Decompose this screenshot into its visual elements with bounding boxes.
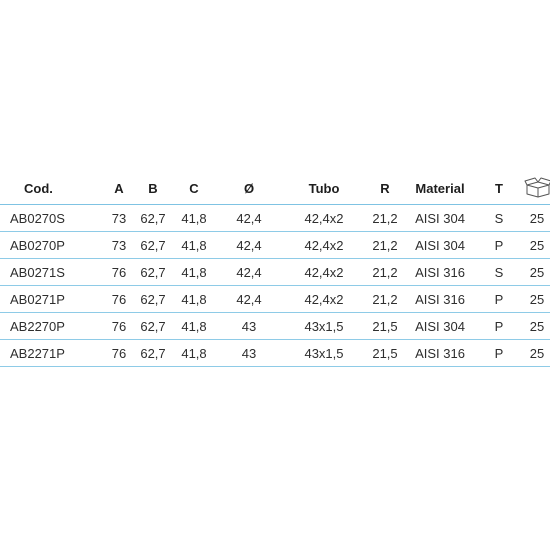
cell-tubo: 43x1,5 <box>284 340 364 367</box>
cell-r: 21,5 <box>364 313 406 340</box>
cell-qty: 25 <box>524 259 550 286</box>
cell-diameter: 42,4 <box>214 259 284 286</box>
cell-tubo: 42,4x2 <box>284 205 364 232</box>
cell-tubo: 43x1,5 <box>284 313 364 340</box>
cell-diameter: 42,4 <box>214 232 284 259</box>
table-row <box>0 259 550 286</box>
cell-material: AISI 316 <box>406 340 474 367</box>
header-box <box>524 172 550 205</box>
cell-c: 41,8 <box>174 205 214 232</box>
cell-cod: AB2271P <box>0 340 106 367</box>
header-c: C <box>174 172 214 205</box>
cell-material: AISI 304 <box>406 232 474 259</box>
header-a: A <box>106 172 132 205</box>
cell-qty: 25 <box>524 286 550 313</box>
cell-tubo: 42,4x2 <box>284 259 364 286</box>
cell-a: 76 <box>106 340 132 367</box>
header-t: T <box>474 172 524 205</box>
cell-a: 76 <box>106 313 132 340</box>
cell-r: 21,2 <box>364 232 406 259</box>
cell-b: 62,7 <box>132 232 174 259</box>
header-diameter: Ø <box>214 172 284 205</box>
cell-t: P <box>474 340 524 367</box>
cell-tubo: 42,4x2 <box>284 232 364 259</box>
cell-diameter: 43 <box>214 313 284 340</box>
header-r: R <box>364 172 406 205</box>
cell-t: P <box>474 313 524 340</box>
cell-b: 62,7 <box>132 259 174 286</box>
table-row <box>0 313 550 340</box>
cell-c: 41,8 <box>174 232 214 259</box>
cell-r: 21,2 <box>364 259 406 286</box>
cell-qty: 25 <box>524 313 550 340</box>
cell-r: 21,5 <box>364 340 406 367</box>
cell-a: 76 <box>106 286 132 313</box>
cell-qty: 25 <box>524 205 550 232</box>
cell-material: AISI 316 <box>406 259 474 286</box>
cell-diameter: 42,4 <box>214 286 284 313</box>
cell-material: AISI 304 <box>406 205 474 232</box>
table-header <box>0 172 550 205</box>
cell-r: 21,2 <box>364 205 406 232</box>
cell-b: 62,7 <box>132 313 174 340</box>
cell-c: 41,8 <box>174 340 214 367</box>
cell-r: 21,2 <box>364 286 406 313</box>
cell-a: 73 <box>106 205 132 232</box>
cell-cod: AB0270P <box>0 232 106 259</box>
table-row <box>0 205 550 232</box>
cell-tubo: 42,4x2 <box>284 286 364 313</box>
cell-c: 41,8 <box>174 313 214 340</box>
cell-c: 41,8 <box>174 259 214 286</box>
table-body <box>0 205 550 367</box>
cell-qty: 25 <box>524 340 550 367</box>
table-row <box>0 340 550 367</box>
header-b: B <box>132 172 174 205</box>
cell-qty: 25 <box>524 232 550 259</box>
spec-table <box>0 172 550 367</box>
cell-cod: AB0271P <box>0 286 106 313</box>
box-icon <box>524 177 550 199</box>
cell-b: 62,7 <box>132 286 174 313</box>
header-cod: Cod. <box>0 172 106 205</box>
cell-t: P <box>474 232 524 259</box>
cell-c: 41,8 <box>174 286 214 313</box>
cell-t: S <box>474 205 524 232</box>
header-row <box>0 172 550 205</box>
cell-a: 76 <box>106 259 132 286</box>
cell-diameter: 43 <box>214 340 284 367</box>
cell-material: AISI 304 <box>406 313 474 340</box>
cell-cod: AB2270P <box>0 313 106 340</box>
header-material: Material <box>406 172 474 205</box>
cell-diameter: 42,4 <box>214 205 284 232</box>
table-row <box>0 286 550 313</box>
cell-cod: AB0270S <box>0 205 106 232</box>
cell-cod: AB0271S <box>0 259 106 286</box>
cell-t: S <box>474 259 524 286</box>
header-tubo: Tubo <box>284 172 364 205</box>
cell-material: AISI 316 <box>406 286 474 313</box>
cell-a: 73 <box>106 232 132 259</box>
cell-t: P <box>474 286 524 313</box>
cell-b: 62,7 <box>132 205 174 232</box>
table-row <box>0 232 550 259</box>
cell-b: 62,7 <box>132 340 174 367</box>
